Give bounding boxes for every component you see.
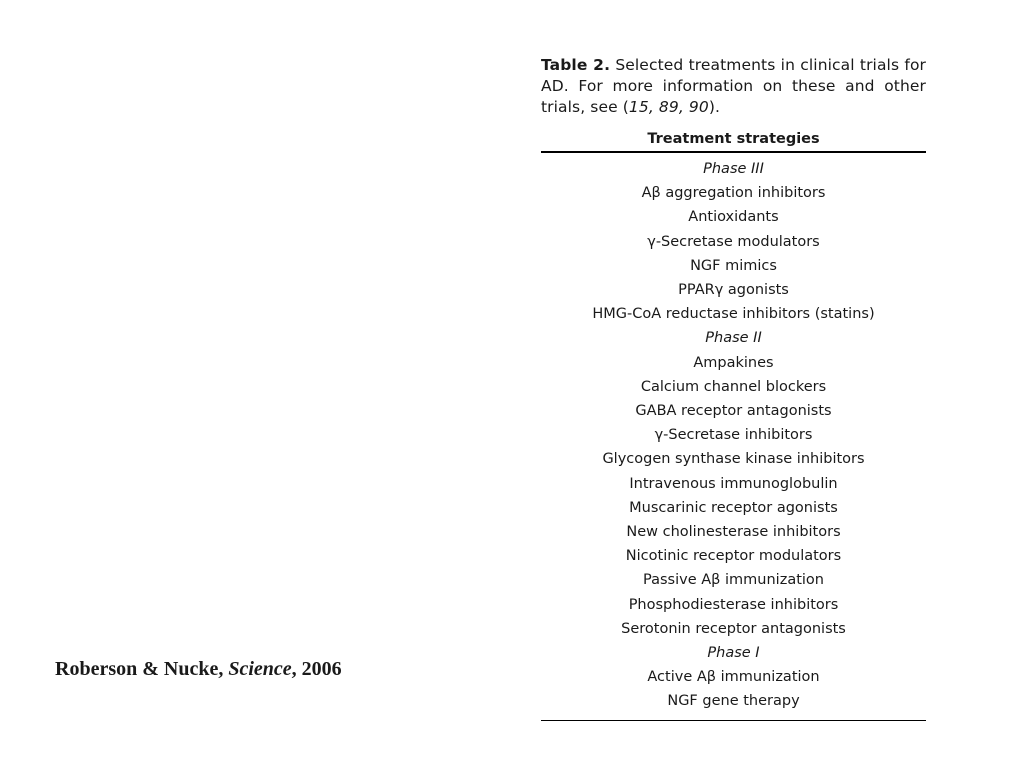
treatment-item: HMG-CoA reductase inhibitors (statins) bbox=[592, 306, 875, 323]
phase-heading: Phase I bbox=[707, 645, 760, 662]
phase-heading: Phase II bbox=[705, 330, 762, 347]
treatment-item: Intravenous immunoglobulin bbox=[629, 475, 838, 492]
treatment-item: GABA receptor antagonists bbox=[635, 403, 832, 420]
treatment-item: New cholinesterase inhibitors bbox=[626, 524, 841, 541]
treatment-item: Phosphodiesterase inhibitors bbox=[628, 596, 839, 613]
treatment-item: Glycogen synthase kinase inhibitors bbox=[602, 451, 865, 468]
treatment-item: Serotonin receptor antagonists bbox=[621, 620, 846, 637]
treatment-item: Passive Aβ immunization bbox=[643, 572, 824, 589]
treatment-item: γ-Secretase modulators bbox=[647, 233, 820, 250]
treatment-list bbox=[541, 153, 926, 720]
treatment-item: PPARγ agonists bbox=[678, 282, 789, 299]
caption-end: ). bbox=[708, 98, 720, 116]
treatment-item: Nicotinic receptor modulators bbox=[625, 548, 842, 565]
treatment-item: NGF mimics bbox=[690, 257, 777, 274]
citation-credit bbox=[55, 658, 342, 681]
treatment-item: Active Aβ immunization bbox=[647, 669, 820, 686]
treatment-item: Antioxidants bbox=[688, 209, 779, 226]
treatment-item: Aβ aggregation inhibitors bbox=[641, 185, 826, 202]
caption-references: 15, 89, 90 bbox=[628, 98, 709, 116]
treatment-item: Ampakines bbox=[693, 354, 774, 371]
table-caption bbox=[541, 55, 926, 118]
column-header: Treatment strategies bbox=[647, 131, 820, 147]
treatment-item: γ-Secretase inhibitors bbox=[654, 427, 813, 444]
phase-heading: Phase III bbox=[703, 161, 764, 177]
treatment-item: NGF gene therapy bbox=[667, 693, 800, 710]
treatment-item: Muscarinic receptor agonists bbox=[629, 499, 838, 516]
treatment-item: Calcium channel blockers bbox=[640, 378, 827, 395]
caption-text: Selected treatments in clinical trials for AD. For more information on these and other trials, see ( bbox=[541, 56, 927, 116]
credit-authors: Roberson & Nucke, bbox=[55, 658, 229, 680]
table-label: Table 2. bbox=[541, 56, 611, 74]
credit-year: , 2006 bbox=[291, 658, 342, 680]
table-figure bbox=[541, 55, 926, 721]
bottom-rule bbox=[541, 720, 926, 721]
credit-journal: Science bbox=[228, 658, 292, 680]
